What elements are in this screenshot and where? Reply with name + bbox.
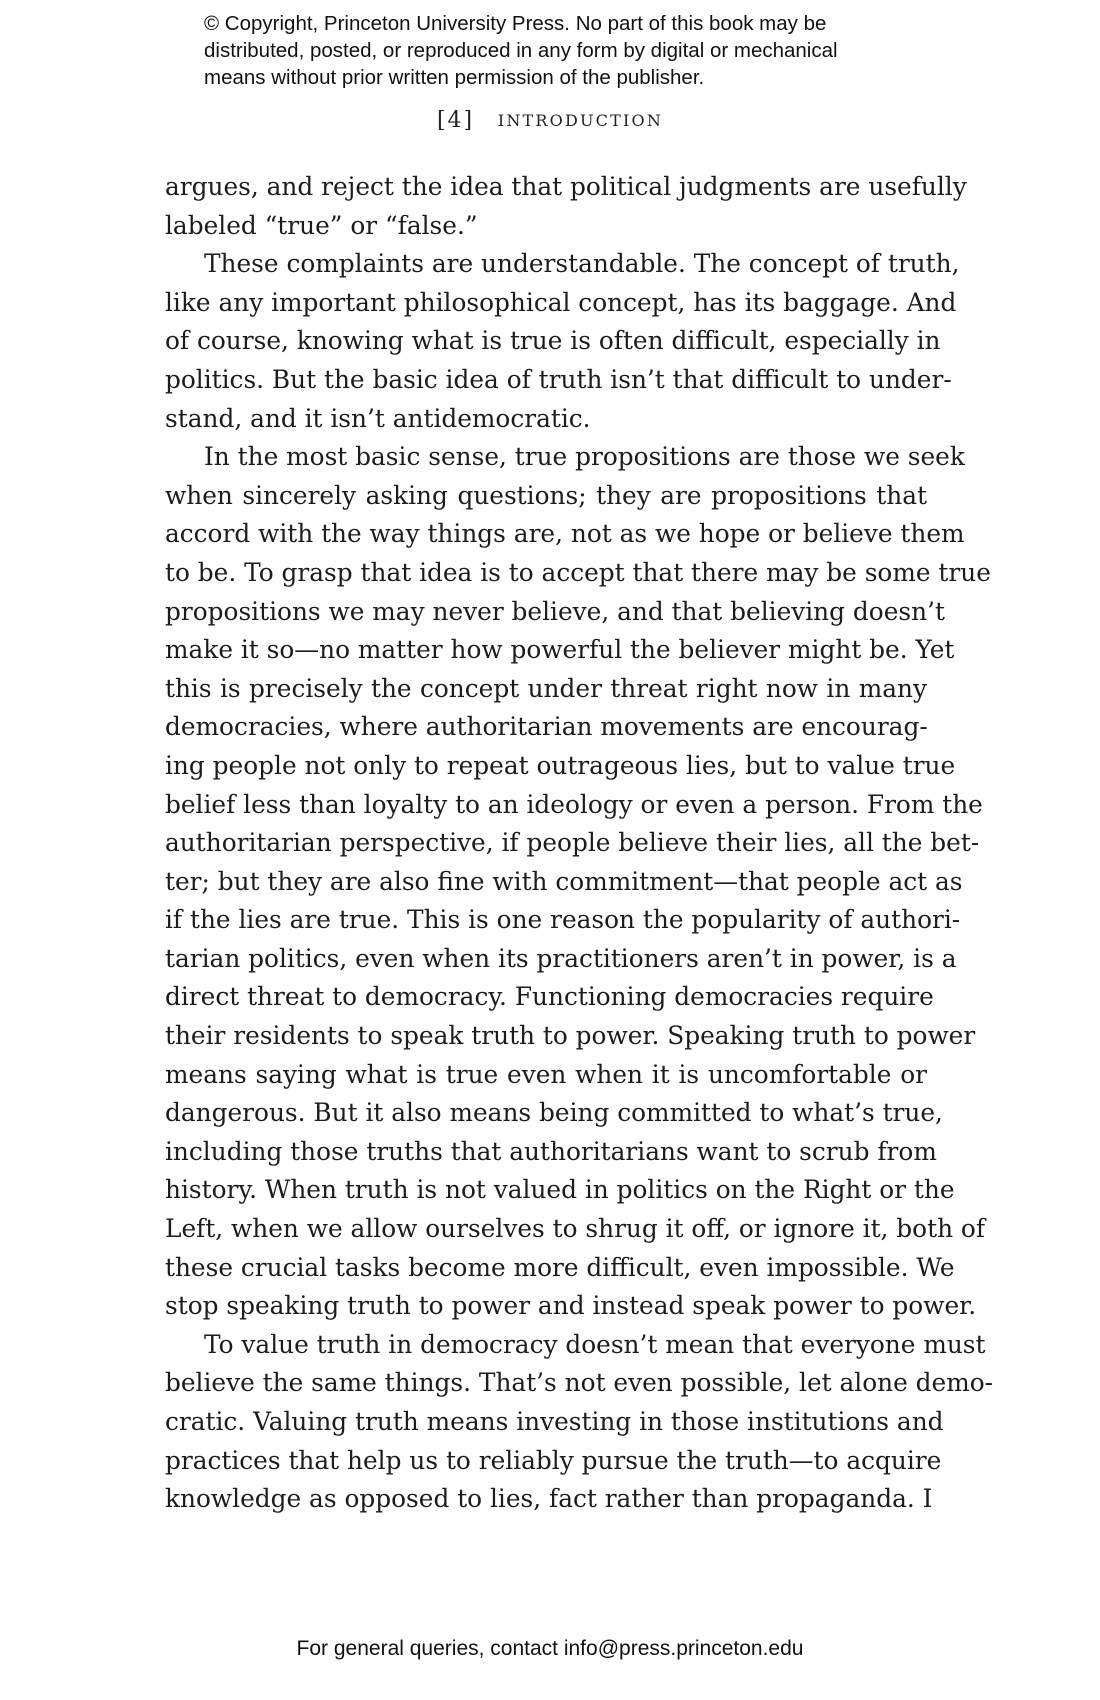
copyright-line: distributed, posted, or reproduced in any form by digital or mechanical — [204, 39, 838, 62]
text-line: authoritarian perspective, if people believe their lies, all the bet- — [165, 828, 980, 858]
section-title: INTRODUCTION — [497, 111, 664, 130]
copyright-line: © Copyright, Princeton University Press. No part of this book may be — [204, 12, 827, 35]
text-line: like any important philosophical concept, has its baggage. And — [165, 287, 957, 317]
text-line: To value truth in democracy doesn’t mean that everyone must — [204, 1329, 986, 1359]
text-line: if the lies are true. This is one reason the popularity of authori- — [165, 905, 961, 935]
text-line: to be. To grasp that idea is to accept that there may be some true — [165, 557, 991, 587]
text-line: make it so—no matter how powerful the believer might be. Yet — [165, 635, 955, 665]
footer-contact: For general queries, contact info@press.princeton.edu — [296, 1637, 804, 1660]
copyright-notice — [204, 10, 964, 91]
text-line: practices that help us to reliably pursue the truth—to acquire — [165, 1445, 942, 1475]
text-line: propositions we may never believe, and that believing doesn’t — [165, 596, 945, 626]
text-line: tarian politics, even when its practitioners aren’t in power, is a — [165, 943, 957, 973]
text-line: belief less than loyalty to an ideology or even a person. From the — [165, 789, 983, 819]
text-line: democracies, where authoritarian movements are encourag- — [165, 712, 928, 742]
text-line: Left, when we allow ourselves to shrug it off, or ignore it, both of — [165, 1214, 986, 1244]
text-line: dangerous. But it also means being committed to what’s true, — [165, 1098, 943, 1128]
body-text — [165, 168, 994, 1519]
text-line: of course, knowing what is true is often difficult, especially in — [165, 326, 941, 356]
text-line: knowledge as opposed to lies, fact rather than propaganda. I — [165, 1484, 933, 1514]
text-line: politics. But the basic idea of truth isn’t that difficult to under- — [165, 364, 952, 394]
text-line: means saying what is true even when it is uncomfortable or — [165, 1059, 927, 1089]
text-line: these crucial tasks become more difficult, even impossible. We — [165, 1252, 955, 1282]
text-line: stop speaking truth to power and instead speak power to power. — [165, 1291, 977, 1321]
text-line: history. When truth is not valued in politics on the Right or the — [165, 1175, 955, 1205]
text-line: labeled “true” or “false.” — [165, 210, 478, 240]
copyright-line: means without prior written permission of the publisher. — [204, 66, 705, 89]
text-line: direct threat to democracy. Functioning democracies require — [165, 982, 934, 1012]
text-line: These complaints are understandable. The concept of truth, — [204, 249, 960, 279]
running-head — [0, 108, 1100, 133]
text-line: stand, and it isn’t antidemocratic. — [165, 403, 591, 433]
text-line: ing people not only to repeat outrageous lies, but to value true — [165, 750, 956, 780]
text-line: cratic. Valuing truth means investing in those institutions and — [165, 1407, 944, 1436]
text-line: ter; but they are also fine with commitment—that people act as — [165, 866, 963, 896]
text-line: believe the same things. That’s not even possible, let alone demo- — [165, 1368, 994, 1398]
text-line: argues, and reject the idea that political judgments are usefully — [165, 172, 967, 201]
text-line: accord with the way things are, not as we hope or believe them — [165, 519, 965, 549]
page-number: [4] — [436, 108, 475, 133]
text-line: their residents to speak truth to power. Speaking truth to power — [165, 1021, 976, 1051]
text-line: when sincerely asking questions; they are propositions that — [165, 480, 927, 510]
text-line: including those truths that authoritarians want to scrub from — [165, 1136, 937, 1166]
text-line: this is precisely the concept under threat right now in many — [165, 673, 927, 703]
text-line: In the most basic sense, true propositions are those we seek — [204, 442, 965, 472]
